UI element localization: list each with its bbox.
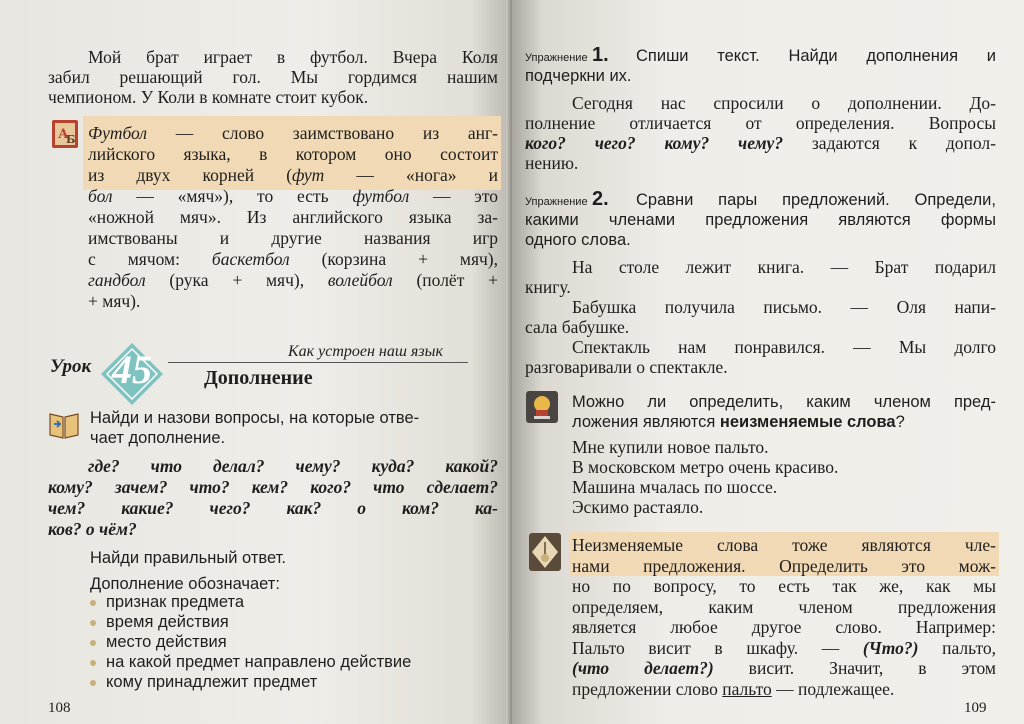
- intro-line: Мой брат играет в футбол. Вчера Коля: [88, 47, 498, 67]
- text-run: волейбол: [327, 270, 393, 290]
- text-line: [88, 185, 498, 207]
- bullet-icon: [90, 620, 96, 626]
- text-run: фут: [292, 165, 325, 185]
- task-line: какими членами предложения являются формы: [525, 211, 996, 229]
- text-run: пальто,: [918, 637, 996, 658]
- text-run: с мячом:: [88, 249, 212, 269]
- answer-option-label: признак предмета: [106, 593, 245, 611]
- text-run: (Что?): [862, 637, 919, 658]
- text-run: задаются к допол-: [783, 133, 996, 153]
- text-run: + мяч).: [88, 291, 141, 311]
- pair-line: разговаривали о спектакле.: [525, 357, 728, 377]
- text-run: (рука + мяч),: [145, 270, 328, 290]
- example-sentence: Мне купили новое пальто.: [572, 437, 769, 457]
- bullet-icon: [90, 640, 96, 646]
- exercise-number: 1.: [592, 44, 609, 66]
- text-run: — подлежащее.: [771, 678, 895, 699]
- right-page: [512, 0, 1024, 724]
- text-run: лийского языка, в котором оно состоит: [88, 144, 498, 164]
- text-run: является любое другое слово. Например:: [572, 617, 996, 637]
- text-run: определяем, каким членом предложения: [572, 596, 996, 617]
- text-line: [572, 657, 996, 679]
- text-run: футбол: [352, 186, 410, 206]
- text-run: неизменяемые слова: [719, 413, 896, 431]
- text-run: ?: [895, 413, 905, 431]
- definition-lead: Дополнение обозначает:: [90, 575, 280, 593]
- text-line: [88, 122, 498, 144]
- text-run: ложения являются: [572, 413, 720, 431]
- text-line: [525, 112, 996, 134]
- text-run: но по вопросу, то есть так же, как мы: [572, 576, 996, 596]
- text-line: [88, 269, 498, 291]
- text-run: — слово заимствовано из анг-: [147, 123, 498, 143]
- exercise-label: Упражнение: [525, 52, 588, 64]
- answer-option[interactable]: [90, 652, 411, 673]
- open-book-icon: [48, 410, 80, 440]
- text-line: [88, 248, 498, 270]
- alphabet-book-icon: [50, 117, 80, 151]
- pendulum-rule-icon: [528, 532, 562, 572]
- text-run: Можно ли определить, каким членом пред-: [572, 393, 996, 411]
- answer-option-label: время действия: [106, 613, 229, 631]
- pair-line: Бабушка получила письмо. — Оля напи-: [572, 297, 996, 317]
- text-line: [525, 132, 996, 154]
- text-run: кого? чего? кому? чему?: [525, 133, 784, 153]
- text-run: — «мяч»), то есть: [112, 186, 353, 206]
- bullet-icon: [90, 660, 96, 666]
- pair-line: сала бабушке.: [525, 317, 630, 337]
- intro-line: чемпионом. У Коли в комнате стоит кубок.: [48, 87, 369, 107]
- intro-line: забил решающий гол. Мы гордимся нашим: [48, 67, 498, 87]
- exercise-2-heading: [525, 188, 609, 211]
- text-run: баскетбол: [211, 249, 290, 269]
- lamp-question-icon: [525, 390, 559, 424]
- text-run: (полёт +: [392, 270, 498, 290]
- text-run: предложении слово: [572, 678, 723, 699]
- text-run: «ножной мяч». Из английского языка за-: [88, 207, 498, 227]
- text-run: пальто: [722, 678, 772, 699]
- answer-option-label: кому принадлежит предмет: [106, 673, 318, 691]
- text-run: нами предложения. Определить это мож-: [572, 555, 996, 576]
- lesson-number: 45: [112, 347, 152, 392]
- question-line: где? что делал? чему? куда? какой?: [88, 456, 498, 476]
- text-line: [88, 206, 498, 228]
- exercise-number: 2.: [592, 188, 609, 210]
- text-run: бол: [88, 186, 113, 206]
- text-line: [572, 555, 996, 577]
- pair-line: книгу.: [525, 277, 571, 297]
- task-line: Найди и назови вопросы, на которые отве-: [90, 409, 420, 427]
- page-number-left: 108: [48, 700, 71, 716]
- exercise-1-heading: [525, 44, 609, 67]
- task-line: одного слова.: [525, 231, 631, 249]
- answer-option-label: место действия: [106, 633, 227, 651]
- answer-option-label: на какой предмет направлено действие: [106, 653, 412, 671]
- task-line: подчеркни их.: [525, 67, 632, 85]
- find-answer-instruction: Найди правильный ответ.: [90, 549, 286, 567]
- question-line: ков? о чём?: [48, 519, 137, 539]
- text-line: [572, 678, 894, 700]
- text-line: [572, 637, 996, 659]
- answer-option[interactable]: [90, 632, 227, 653]
- text-run: из двух корней (: [88, 165, 293, 185]
- text-line: [88, 164, 498, 186]
- question-line: чем? какие? чего? как? о ком? ка-: [48, 498, 498, 518]
- text-run: Сегодня нас спросили о дополнении. До-: [572, 93, 996, 113]
- answer-option[interactable]: [90, 592, 244, 613]
- text-line: [572, 596, 996, 618]
- exercise-label: Упражнение: [525, 196, 588, 208]
- text-run: висит. Значит, в этом: [713, 658, 996, 678]
- text-run: Футбол: [88, 123, 147, 143]
- svg-text:Б: Б: [66, 133, 76, 146]
- header-rule: [168, 362, 468, 363]
- task-line: чает дополнение.: [90, 429, 226, 447]
- task-line: Сравни пары предложений. Определи,: [636, 191, 996, 209]
- question-line: кому? зачем? что? кем? кого? что сделает?: [48, 477, 498, 497]
- answer-option[interactable]: [90, 672, 317, 693]
- text-run: Пальто висит в шкафу. —: [572, 637, 863, 658]
- text-run: (что делает?): [572, 658, 714, 678]
- text-line: [572, 392, 996, 413]
- pair-line: На столе лежит книга. — Брат подарил: [572, 257, 996, 277]
- example-sentence: Машина мчалась по шоссе.: [572, 477, 778, 497]
- text-line: [525, 152, 578, 174]
- text-line: [572, 92, 996, 114]
- text-line: [572, 575, 996, 597]
- lesson-title: Дополнение: [204, 367, 313, 389]
- text-line: [572, 412, 905, 433]
- lesson-word: Урок: [50, 356, 92, 377]
- task-line: Спиши текст. Найди дополнения и: [636, 47, 996, 65]
- text-run: (корзина + мяч),: [289, 249, 499, 269]
- bullet-icon: [90, 680, 96, 686]
- pair-line: Спектакль нам понравился. — Мы долго: [572, 337, 996, 357]
- text-line: [572, 616, 996, 638]
- text-run: — «нога» и: [324, 165, 498, 185]
- example-sentence: В московском метро очень красиво.: [572, 457, 839, 477]
- text-line: [88, 227, 498, 249]
- section-title: Как устроен наш язык: [288, 343, 443, 360]
- text-run: нению.: [525, 153, 579, 173]
- example-sentence: Эскимо растаяло.: [572, 497, 704, 517]
- svg-text:А: А: [58, 127, 69, 142]
- text-line: [572, 534, 996, 556]
- bullet-icon: [90, 600, 96, 606]
- answer-option[interactable]: [90, 612, 229, 633]
- text-run: гандбол: [88, 270, 146, 290]
- text-run: полнение отличается от определения. Вопросы: [525, 113, 996, 133]
- text-run: — это: [409, 186, 498, 206]
- page-number-right: 109: [964, 700, 987, 716]
- text-line: [88, 143, 498, 165]
- text-line: [88, 290, 140, 312]
- text-run: Неизменяемые слова тоже являются чле-: [572, 535, 996, 555]
- text-run: имствованы и другие названия игр: [88, 228, 498, 248]
